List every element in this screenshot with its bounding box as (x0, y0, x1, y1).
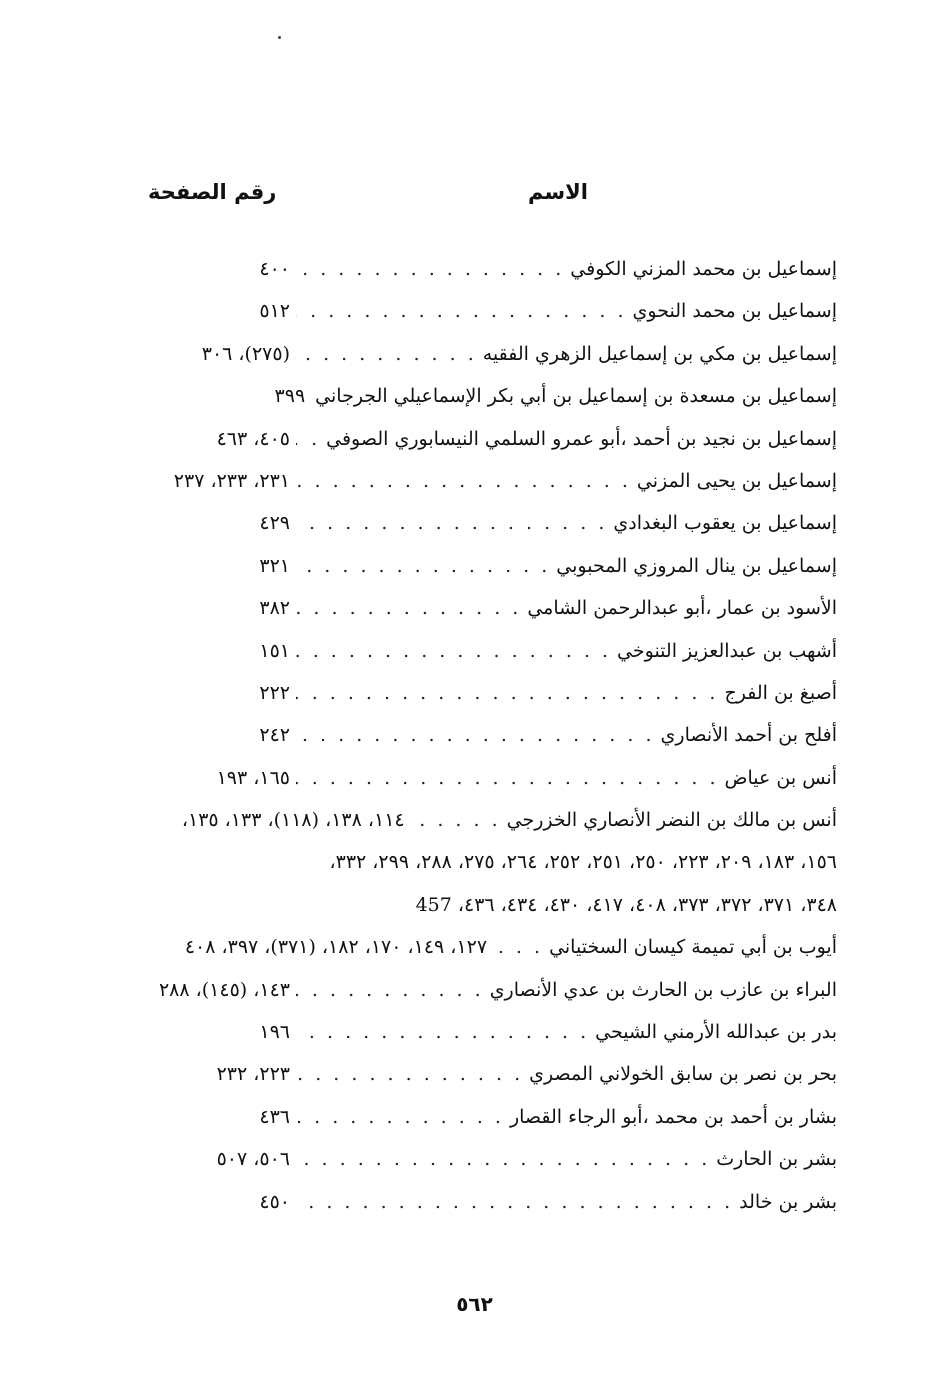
page-number: ٥٦٢ (456, 1292, 493, 1316)
entry-pages: ٢٤٢ (259, 724, 290, 747)
index-entry (125, 1011, 837, 1053)
index-entry (125, 672, 837, 714)
dot-leader (296, 545, 550, 587)
dot-leader (493, 926, 543, 968)
entry-name: إسماعيل بن ينال المروزي المحبوبي (556, 554, 837, 577)
dot-leader (411, 799, 501, 841)
entry-pages: ٤٣٦ (259, 1105, 290, 1128)
entry-name: بشار بن أحمد بن محمد ،أبو الرجاء القصار (509, 1105, 837, 1128)
continuation-pages: ١٥٦، ١٨٣، ٢٠٩، ٢٢٣، ٢٥٠، ٢٥١، ٢٥٢، ٢٦٤، ٢٧٥، ٢٨٨، ٢٩٩، ٣٣٢، (329, 851, 837, 874)
entry-pages: ٢٢٢ (259, 681, 290, 704)
index-entry (125, 587, 837, 629)
entry-name: بدر بن عبدالله الأرمني الشيحي (595, 1021, 837, 1044)
entry-name: بشر بن الحارث (716, 1148, 837, 1171)
dot-leader (296, 1138, 710, 1180)
page-column-header: رقم الصفحة (148, 180, 277, 204)
dot-leader (296, 460, 631, 502)
dot-leader (296, 1011, 589, 1053)
entry-pages: ١٩٦ (259, 1021, 290, 1044)
entry-pages: ١٢٧، ١٤٩، ١٧٠، ١٨٢، (٣٧١)، ٣٩٧، ٤٠٨ (184, 936, 488, 959)
dot-leader (296, 587, 521, 629)
index-entry (125, 799, 837, 841)
dot-leader (296, 630, 611, 672)
entry-name: إسماعيل بن يعقوب البغدادي (613, 512, 837, 535)
entry-pages: ٣٢١ (259, 554, 290, 577)
entry-pages: ١١٤، ١٣٨، (١١٨)، ١٣٣، ١٣٥، (181, 809, 405, 832)
entry-pages: ١٦٥، ١٩٣ (216, 766, 290, 789)
index-entry (125, 757, 837, 799)
entry-name: إسماعيل بن محمد النحوي (632, 300, 837, 323)
entry-name: أصبغ بن الفرج (724, 681, 837, 704)
dot-leader (296, 714, 655, 756)
entry-name: أنس بن عياض (724, 766, 837, 789)
index-entries (125, 248, 837, 1223)
dot-leader (296, 502, 607, 544)
index-entry (125, 248, 837, 290)
entry-name: إسماعيل بن يحيى المزني (636, 469, 837, 492)
entry-name: أيوب بن أبي تميمة كيسان السختياني (549, 936, 837, 959)
entry-pages: ٤٠٠ (259, 258, 290, 280)
dot-leader (296, 290, 627, 332)
index-entry (125, 460, 837, 502)
entry-name: أنس بن مالك بن النضر الأنصاري الخزرجي (506, 809, 837, 832)
entry-pages: ٣٨٢ (259, 597, 290, 620)
entry-name: إسماعيل بن مكي بن إسماعيل الزهري الفقيه (482, 342, 837, 365)
index-entry (125, 1138, 837, 1180)
name-column-header: الاسم (528, 180, 588, 204)
dot-leader (296, 248, 564, 290)
index-entry (125, 714, 837, 756)
entry-pages: ٤٥٠ (259, 1190, 290, 1213)
entry-pages: ٢٢٣، ٢٣٢ (216, 1063, 290, 1086)
ink-dot (278, 36, 281, 39)
index-entry (125, 418, 837, 460)
index-entry (125, 1096, 837, 1138)
entry-pages: ٤٠٥، ٤٦٣ (216, 427, 290, 450)
dot-leader (296, 333, 477, 375)
dot-leader (296, 1096, 504, 1138)
entry-name: أفلح بن أحمد الأنصاري (660, 724, 837, 747)
entry-pages: ١٥١ (259, 639, 290, 662)
index-entry (125, 290, 837, 332)
entry-pages: (٢٧٥)، ٣٠٦ (201, 342, 290, 365)
dot-leader (296, 672, 718, 714)
dot-leader (296, 418, 320, 460)
dot-leader (296, 1053, 523, 1095)
dot-leader (296, 1181, 733, 1223)
index-entry (125, 1053, 837, 1095)
dot-leader (296, 757, 719, 799)
index-entry (125, 1181, 837, 1223)
index-entry (125, 926, 837, 968)
entry-name: إسماعيل بن نجيد بن أحمد ،أبو عمرو السلمي النيسابوري الصوفي (326, 427, 837, 450)
continuation-line (125, 841, 837, 883)
entry-pages: ٥٠٦، ٥٠٧ (216, 1148, 290, 1171)
index-entry (125, 375, 837, 417)
entry-pages: ٢٣١، ٢٣٣، ٢٣٧ (173, 469, 290, 492)
entry-name: بشر بن خالد (739, 1190, 837, 1213)
index-entry (125, 969, 837, 1011)
index-entry (125, 502, 837, 544)
entry-name: إسماعيل بن محمد المزني الكوفي (570, 258, 837, 280)
continuation-line (125, 884, 837, 926)
entry-name: إسماعيل بن مسعدة بن إسماعيل بن أبي بكر الإسماعيلي الجرجاني (315, 385, 837, 408)
entry-name: الأسود بن عمار ،أبو عبدالرحمن الشامي (527, 597, 837, 620)
continuation-pages: ٣٤٨، ٣٧١، ٣٧٢، ٣٧٣، ٤٠٨، ٤١٧، ٤٣٠، ٤٣٤، ٤٣٦، 457 (415, 893, 837, 916)
index-entry (125, 545, 837, 587)
index-entry (125, 630, 837, 672)
entry-pages: ٣٩٩ (274, 385, 306, 408)
dot-leader (296, 969, 484, 1011)
entry-name: أشهب بن عبدالعزيز التنوخي (617, 639, 837, 662)
entry-pages: ٤٢٩ (259, 512, 290, 535)
entry-name: البراء بن عازب بن الحارث بن عدي الأنصاري (489, 978, 837, 1001)
entry-pages: ٥١٢ (259, 300, 290, 323)
index-entry (125, 333, 837, 375)
entry-pages: ١٤٣، (١٤٥)، ٢٨٨ (158, 978, 290, 1001)
entry-name: بحر بن نصر بن سابق الخولاني المصري (529, 1063, 837, 1086)
